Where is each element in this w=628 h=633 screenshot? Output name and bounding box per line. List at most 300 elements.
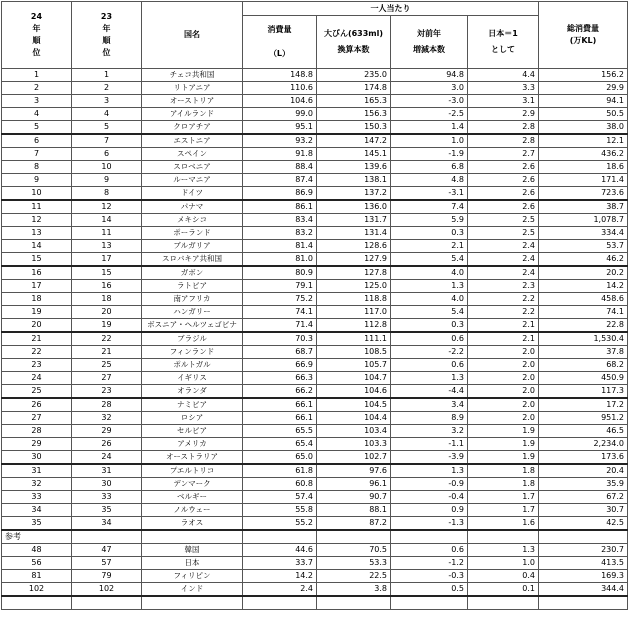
rank-23-cell: 6 — [72, 148, 142, 161]
table-row — [2, 372, 628, 385]
country-cell: オランダ — [142, 385, 243, 399]
country-cell: プエルトリコ — [142, 464, 243, 478]
rank-24-cell: 16 — [2, 266, 72, 280]
country-cell: メキシコ — [142, 214, 243, 227]
rank-24-cell: 31 — [2, 464, 72, 478]
total-cell: 42.5 — [539, 517, 628, 531]
rank-23-cell: 22 — [72, 332, 142, 346]
total-cell: 723.6 — [539, 187, 628, 201]
japan-ratio-cell: 2.0 — [468, 372, 539, 385]
consumption-cell: 75.2 — [243, 293, 317, 306]
total-cell: 38.7 — [539, 200, 628, 214]
table-row — [2, 293, 628, 306]
bottles-cell: 125.0 — [317, 280, 391, 293]
consumption-cell: 60.8 — [243, 478, 317, 491]
rank-24-cell: 34 — [2, 504, 72, 517]
rank-23-cell: 12 — [72, 200, 142, 214]
japan-ratio-cell: 1.8 — [468, 478, 539, 491]
rank-23-cell: 30 — [72, 478, 142, 491]
yoy-cell: 3.2 — [391, 425, 468, 438]
yoy-cell: 7.4 — [391, 200, 468, 214]
country-cell: 南アフリカ — [142, 293, 243, 306]
table-row — [2, 306, 628, 319]
japan-ratio-cell: 2.0 — [468, 359, 539, 372]
bottles-cell: 102.7 — [317, 451, 391, 465]
rank-23-cell: 57 — [72, 557, 142, 570]
yoy-cell: 6.8 — [391, 161, 468, 174]
bottles-cell: 127.8 — [317, 266, 391, 280]
table-row — [2, 385, 628, 399]
bottles-cell: 96.1 — [317, 478, 391, 491]
consumption-cell: 33.7 — [243, 557, 317, 570]
table-row — [2, 557, 628, 570]
country-cell: ガボン — [142, 266, 243, 280]
country-cell: フィンランド — [142, 346, 243, 359]
total-cell: 18.6 — [539, 161, 628, 174]
rank-23-cell: 3 — [72, 95, 142, 108]
rank-23-cell: 28 — [72, 398, 142, 412]
country-cell: アメリカ — [142, 438, 243, 451]
country-cell: デンマーク — [142, 478, 243, 491]
rank-24-cell: 20 — [2, 319, 72, 333]
country-cell: ナミビア — [142, 398, 243, 412]
bottles-cell: 235.0 — [317, 69, 391, 82]
japan-ratio-cell: 2.0 — [468, 346, 539, 359]
rank-23-cell: 21 — [72, 346, 142, 359]
bottles-cell: 118.8 — [317, 293, 391, 306]
total-cell: 94.1 — [539, 95, 628, 108]
rank-24-cell: 19 — [2, 306, 72, 319]
empty-cell — [2, 596, 72, 610]
japan-ratio-cell: 2.4 — [468, 266, 539, 280]
bottles-cell: 127.9 — [317, 253, 391, 267]
consumption-cell: 66.1 — [243, 412, 317, 425]
table-row — [2, 266, 628, 280]
rank-23-cell: 2 — [72, 82, 142, 95]
rank-23-cell: 7 — [72, 134, 142, 148]
empty-cell — [539, 530, 628, 544]
rank-23-cell: 16 — [72, 280, 142, 293]
bottles-cell: 3.8 — [317, 583, 391, 597]
bottles-cell: 70.5 — [317, 544, 391, 557]
country-cell: ボスニア・ヘルツェゴビナ — [142, 319, 243, 333]
table-row — [2, 121, 628, 135]
yoy-cell: 1.4 — [391, 121, 468, 135]
rank-23-cell: 5 — [72, 121, 142, 135]
yoy-cell: -0.4 — [391, 491, 468, 504]
table-row — [2, 504, 628, 517]
total-cell: 37.8 — [539, 346, 628, 359]
total-cell: 35.9 — [539, 478, 628, 491]
total-cell: 156.2 — [539, 69, 628, 82]
empty-cell — [72, 530, 142, 544]
japan-ratio-cell: 1.9 — [468, 438, 539, 451]
bottles-cell: 103.3 — [317, 438, 391, 451]
country-cell: チェコ共和国 — [142, 69, 243, 82]
country-cell: オーストリア — [142, 95, 243, 108]
country-cell: ポルトガル — [142, 359, 243, 372]
country-cell: ドイツ — [142, 187, 243, 201]
table-row — [2, 491, 628, 504]
bottles-cell: 131.7 — [317, 214, 391, 227]
country-cell: ポーランド — [142, 227, 243, 240]
rank-24-cell: 27 — [2, 412, 72, 425]
yoy-cell: -0.3 — [391, 570, 468, 583]
bottles-cell: 128.6 — [317, 240, 391, 253]
rank-23-cell: 20 — [72, 306, 142, 319]
japan-ratio-cell: 1.7 — [468, 491, 539, 504]
bottles-cell: 111.1 — [317, 332, 391, 346]
table-footer-row — [2, 596, 628, 610]
consumption-cell: 80.9 — [243, 266, 317, 280]
rank-24-cell: 29 — [2, 438, 72, 451]
yoy-cell: 0.3 — [391, 227, 468, 240]
yoy-cell: -2.5 — [391, 108, 468, 121]
total-cell: 171.4 — [539, 174, 628, 187]
rank-23-cell: 4 — [72, 108, 142, 121]
empty-cell — [468, 596, 539, 610]
empty-cell — [317, 530, 391, 544]
empty-cell — [72, 596, 142, 610]
table-row — [2, 134, 628, 148]
rank-24-cell: 10 — [2, 187, 72, 201]
reference-label: 参考 — [2, 530, 72, 544]
rank-24-cell: 11 — [2, 200, 72, 214]
bottles-cell: 112.8 — [317, 319, 391, 333]
rank-24-cell: 81 — [2, 570, 72, 583]
total-cell: 413.5 — [539, 557, 628, 570]
rank-24-cell: 32 — [2, 478, 72, 491]
yoy-cell: -1.1 — [391, 438, 468, 451]
consumption-cell: 148.8 — [243, 69, 317, 82]
table-row — [2, 240, 628, 253]
rank-23-cell: 19 — [72, 319, 142, 333]
yoy-cell: 1.0 — [391, 134, 468, 148]
rank-23-cell: 47 — [72, 544, 142, 557]
table-row — [2, 319, 628, 333]
bottles-cell: 117.0 — [317, 306, 391, 319]
total-cell: 458.6 — [539, 293, 628, 306]
header-total: 総消費量 (万KL) — [539, 2, 628, 69]
yoy-cell: 0.5 — [391, 583, 468, 597]
japan-ratio-cell: 3.3 — [468, 82, 539, 95]
japan-ratio-cell: 1.3 — [468, 544, 539, 557]
rank-24-cell: 21 — [2, 332, 72, 346]
consumption-cell: 88.4 — [243, 161, 317, 174]
rank-23-cell: 25 — [72, 359, 142, 372]
japan-ratio-cell: 2.7 — [468, 148, 539, 161]
empty-cell — [243, 530, 317, 544]
yoy-cell: 5.4 — [391, 306, 468, 319]
consumption-cell: 65.0 — [243, 451, 317, 465]
country-cell: オーストラリア — [142, 451, 243, 465]
table-row — [2, 148, 628, 161]
bottles-cell: 138.1 — [317, 174, 391, 187]
rank-23-cell: 1 — [72, 69, 142, 82]
total-cell: 450.9 — [539, 372, 628, 385]
yoy-cell: -1.2 — [391, 557, 468, 570]
bottles-cell: 136.0 — [317, 200, 391, 214]
bottles-cell: 174.8 — [317, 82, 391, 95]
japan-ratio-cell: 2.5 — [468, 214, 539, 227]
consumption-cell: 65.5 — [243, 425, 317, 438]
country-cell: ノルウェー — [142, 504, 243, 517]
bottles-cell: 104.7 — [317, 372, 391, 385]
consumption-cell: 55.8 — [243, 504, 317, 517]
rank-23-cell: 79 — [72, 570, 142, 583]
japan-ratio-cell: 1.0 — [468, 557, 539, 570]
table-row — [2, 478, 628, 491]
country-cell: ハンガリー — [142, 306, 243, 319]
total-cell: 1,078.7 — [539, 214, 628, 227]
header-rank-23: 23 年 順 位 — [72, 2, 142, 69]
consumption-cell: 66.3 — [243, 372, 317, 385]
rank-23-cell: 33 — [72, 491, 142, 504]
empty-cell — [317, 596, 391, 610]
rank-24-cell: 15 — [2, 253, 72, 267]
rank-24-cell: 5 — [2, 121, 72, 135]
bottles-cell: 139.6 — [317, 161, 391, 174]
rank-24-cell: 24 — [2, 372, 72, 385]
consumption-cell: 86.9 — [243, 187, 317, 201]
consumption-cell: 71.4 — [243, 319, 317, 333]
table-row — [2, 464, 628, 478]
rank-23-cell: 34 — [72, 517, 142, 531]
japan-ratio-cell: 2.9 — [468, 108, 539, 121]
rank-24-cell: 1 — [2, 69, 72, 82]
total-cell: 230.7 — [539, 544, 628, 557]
yoy-cell: -1.9 — [391, 148, 468, 161]
empty-cell — [391, 530, 468, 544]
yoy-cell: -0.9 — [391, 478, 468, 491]
table-row — [2, 451, 628, 465]
consumption-cell: 66.2 — [243, 385, 317, 399]
empty-cell — [243, 596, 317, 610]
japan-ratio-cell: 2.6 — [468, 161, 539, 174]
rank-23-cell: 15 — [72, 266, 142, 280]
table-row — [2, 359, 628, 372]
total-cell: 38.0 — [539, 121, 628, 135]
consumption-cell: 2.4 — [243, 583, 317, 597]
rank-24-cell: 4 — [2, 108, 72, 121]
rank-23-cell: 11 — [72, 227, 142, 240]
japan-ratio-cell: 1.6 — [468, 517, 539, 531]
rank-23-cell: 29 — [72, 425, 142, 438]
total-cell: 14.2 — [539, 280, 628, 293]
consumption-cell: 44.6 — [243, 544, 317, 557]
japan-ratio-cell: 2.8 — [468, 121, 539, 135]
japan-ratio-cell: 2.6 — [468, 200, 539, 214]
table-row — [2, 583, 628, 597]
consumption-cell: 66.9 — [243, 359, 317, 372]
total-cell: 68.2 — [539, 359, 628, 372]
rank-24-cell: 9 — [2, 174, 72, 187]
rank-23-cell: 13 — [72, 240, 142, 253]
yoy-cell: 5.4 — [391, 253, 468, 267]
japan-ratio-cell: 1.9 — [468, 425, 539, 438]
total-cell: 117.3 — [539, 385, 628, 399]
rank-24-cell: 26 — [2, 398, 72, 412]
empty-cell — [539, 596, 628, 610]
bottles-cell: 105.7 — [317, 359, 391, 372]
bottles-cell: 145.1 — [317, 148, 391, 161]
bottles-cell: 97.6 — [317, 464, 391, 478]
table-row — [2, 82, 628, 95]
country-cell: 韓国 — [142, 544, 243, 557]
rank-23-cell: 18 — [72, 293, 142, 306]
empty-cell — [142, 596, 243, 610]
country-cell: ブルガリア — [142, 240, 243, 253]
bottles-cell: 104.4 — [317, 412, 391, 425]
rank-23-cell: 24 — [72, 451, 142, 465]
table-row — [2, 69, 628, 82]
consumption-cell: 83.2 — [243, 227, 317, 240]
empty-cell — [142, 530, 243, 544]
japan-ratio-cell: 2.0 — [468, 385, 539, 399]
japan-ratio-cell: 2.1 — [468, 319, 539, 333]
rank-24-cell: 17 — [2, 280, 72, 293]
yoy-cell: 0.6 — [391, 359, 468, 372]
consumption-cell: 87.4 — [243, 174, 317, 187]
consumption-cell: 93.2 — [243, 134, 317, 148]
japan-ratio-cell: 2.2 — [468, 306, 539, 319]
total-cell: 334.4 — [539, 227, 628, 240]
yoy-cell: 8.9 — [391, 412, 468, 425]
total-cell: 30.7 — [539, 504, 628, 517]
consumption-cell: 83.4 — [243, 214, 317, 227]
country-cell: スロベニア — [142, 161, 243, 174]
total-cell: 22.8 — [539, 319, 628, 333]
rank-24-cell: 6 — [2, 134, 72, 148]
japan-ratio-cell: 2.0 — [468, 412, 539, 425]
japan-ratio-cell: 2.4 — [468, 240, 539, 253]
bottles-cell: 87.2 — [317, 517, 391, 531]
total-cell: 46.2 — [539, 253, 628, 267]
table-row — [2, 187, 628, 201]
empty-cell — [391, 596, 468, 610]
table-row — [2, 214, 628, 227]
consumption-cell: 86.1 — [243, 200, 317, 214]
table-row — [2, 346, 628, 359]
consumption-cell: 66.1 — [243, 398, 317, 412]
rank-24-cell: 7 — [2, 148, 72, 161]
japan-ratio-cell: 2.4 — [468, 253, 539, 267]
consumption-cell: 81.4 — [243, 240, 317, 253]
country-cell: フィリピン — [142, 570, 243, 583]
japan-ratio-cell: 2.0 — [468, 398, 539, 412]
country-cell: ルーマニア — [142, 174, 243, 187]
consumption-cell: 70.3 — [243, 332, 317, 346]
rank-24-cell: 18 — [2, 293, 72, 306]
yoy-cell: 3.4 — [391, 398, 468, 412]
rank-23-cell: 32 — [72, 412, 142, 425]
table-row — [2, 280, 628, 293]
bottles-cell: 108.5 — [317, 346, 391, 359]
rank-24-cell: 25 — [2, 385, 72, 399]
yoy-cell: -3.0 — [391, 95, 468, 108]
yoy-cell: 1.3 — [391, 280, 468, 293]
total-cell: 2,234.0 — [539, 438, 628, 451]
rank-23-cell: 17 — [72, 253, 142, 267]
bottles-cell: 90.7 — [317, 491, 391, 504]
table-row — [2, 517, 628, 531]
rank-23-cell: 35 — [72, 504, 142, 517]
header-rank-24: 24 年 順 位 — [2, 2, 72, 69]
japan-ratio-cell: 1.8 — [468, 464, 539, 478]
consumption-cell: 104.6 — [243, 95, 317, 108]
yoy-cell: 4.0 — [391, 293, 468, 306]
table-row — [2, 174, 628, 187]
consumption-cell: 110.6 — [243, 82, 317, 95]
country-cell: クロアチア — [142, 121, 243, 135]
country-cell: スペイン — [142, 148, 243, 161]
total-cell: 17.2 — [539, 398, 628, 412]
bottles-cell: 104.5 — [317, 398, 391, 412]
country-cell: ロシア — [142, 412, 243, 425]
bottles-cell: 147.2 — [317, 134, 391, 148]
bottles-cell: 150.3 — [317, 121, 391, 135]
total-cell: 53.7 — [539, 240, 628, 253]
japan-ratio-cell: 0.4 — [468, 570, 539, 583]
rank-23-cell: 27 — [72, 372, 142, 385]
consumption-cell: 65.4 — [243, 438, 317, 451]
total-cell: 29.9 — [539, 82, 628, 95]
yoy-cell: 0.6 — [391, 544, 468, 557]
consumption-cell: 68.7 — [243, 346, 317, 359]
bottles-cell: 131.4 — [317, 227, 391, 240]
yoy-cell: -1.3 — [391, 517, 468, 531]
yoy-cell: 0.9 — [391, 504, 468, 517]
header-yoy: 対前年 増減本数 — [391, 16, 468, 69]
table-row — [2, 570, 628, 583]
rank-24-cell: 48 — [2, 544, 72, 557]
consumption-cell: 91.8 — [243, 148, 317, 161]
bottles-cell: 165.3 — [317, 95, 391, 108]
beer-consumption-table — [1, 1, 628, 610]
japan-ratio-cell: 2.2 — [468, 293, 539, 306]
table-row — [2, 412, 628, 425]
japan-ratio-cell: 2.3 — [468, 280, 539, 293]
japan-ratio-cell: 1.9 — [468, 451, 539, 465]
rank-23-cell: 102 — [72, 583, 142, 597]
bottles-cell: 88.1 — [317, 504, 391, 517]
rank-24-cell: 12 — [2, 214, 72, 227]
rank-24-cell: 30 — [2, 451, 72, 465]
consumption-cell: 55.2 — [243, 517, 317, 531]
consumption-cell: 57.4 — [243, 491, 317, 504]
consumption-cell: 99.0 — [243, 108, 317, 121]
rank-23-cell: 23 — [72, 385, 142, 399]
header-bottles: 大びん(633ml) 換算本数 — [317, 16, 391, 69]
rank-24-cell: 23 — [2, 359, 72, 372]
table-row — [2, 544, 628, 557]
rank-23-cell: 8 — [72, 187, 142, 201]
country-cell: パナマ — [142, 200, 243, 214]
country-cell: 日本 — [142, 557, 243, 570]
yoy-cell: 1.3 — [391, 372, 468, 385]
bottles-cell: 104.6 — [317, 385, 391, 399]
consumption-cell: 95.1 — [243, 121, 317, 135]
country-cell: リトアニア — [142, 82, 243, 95]
header-country: 国名 — [142, 2, 243, 69]
header-per-capita: 一人当たり — [243, 2, 539, 16]
rank-23-cell: 10 — [72, 161, 142, 174]
consumption-cell: 81.0 — [243, 253, 317, 267]
rank-24-cell: 2 — [2, 82, 72, 95]
yoy-cell: 0.6 — [391, 332, 468, 346]
table-row — [2, 95, 628, 108]
yoy-cell: 4.8 — [391, 174, 468, 187]
